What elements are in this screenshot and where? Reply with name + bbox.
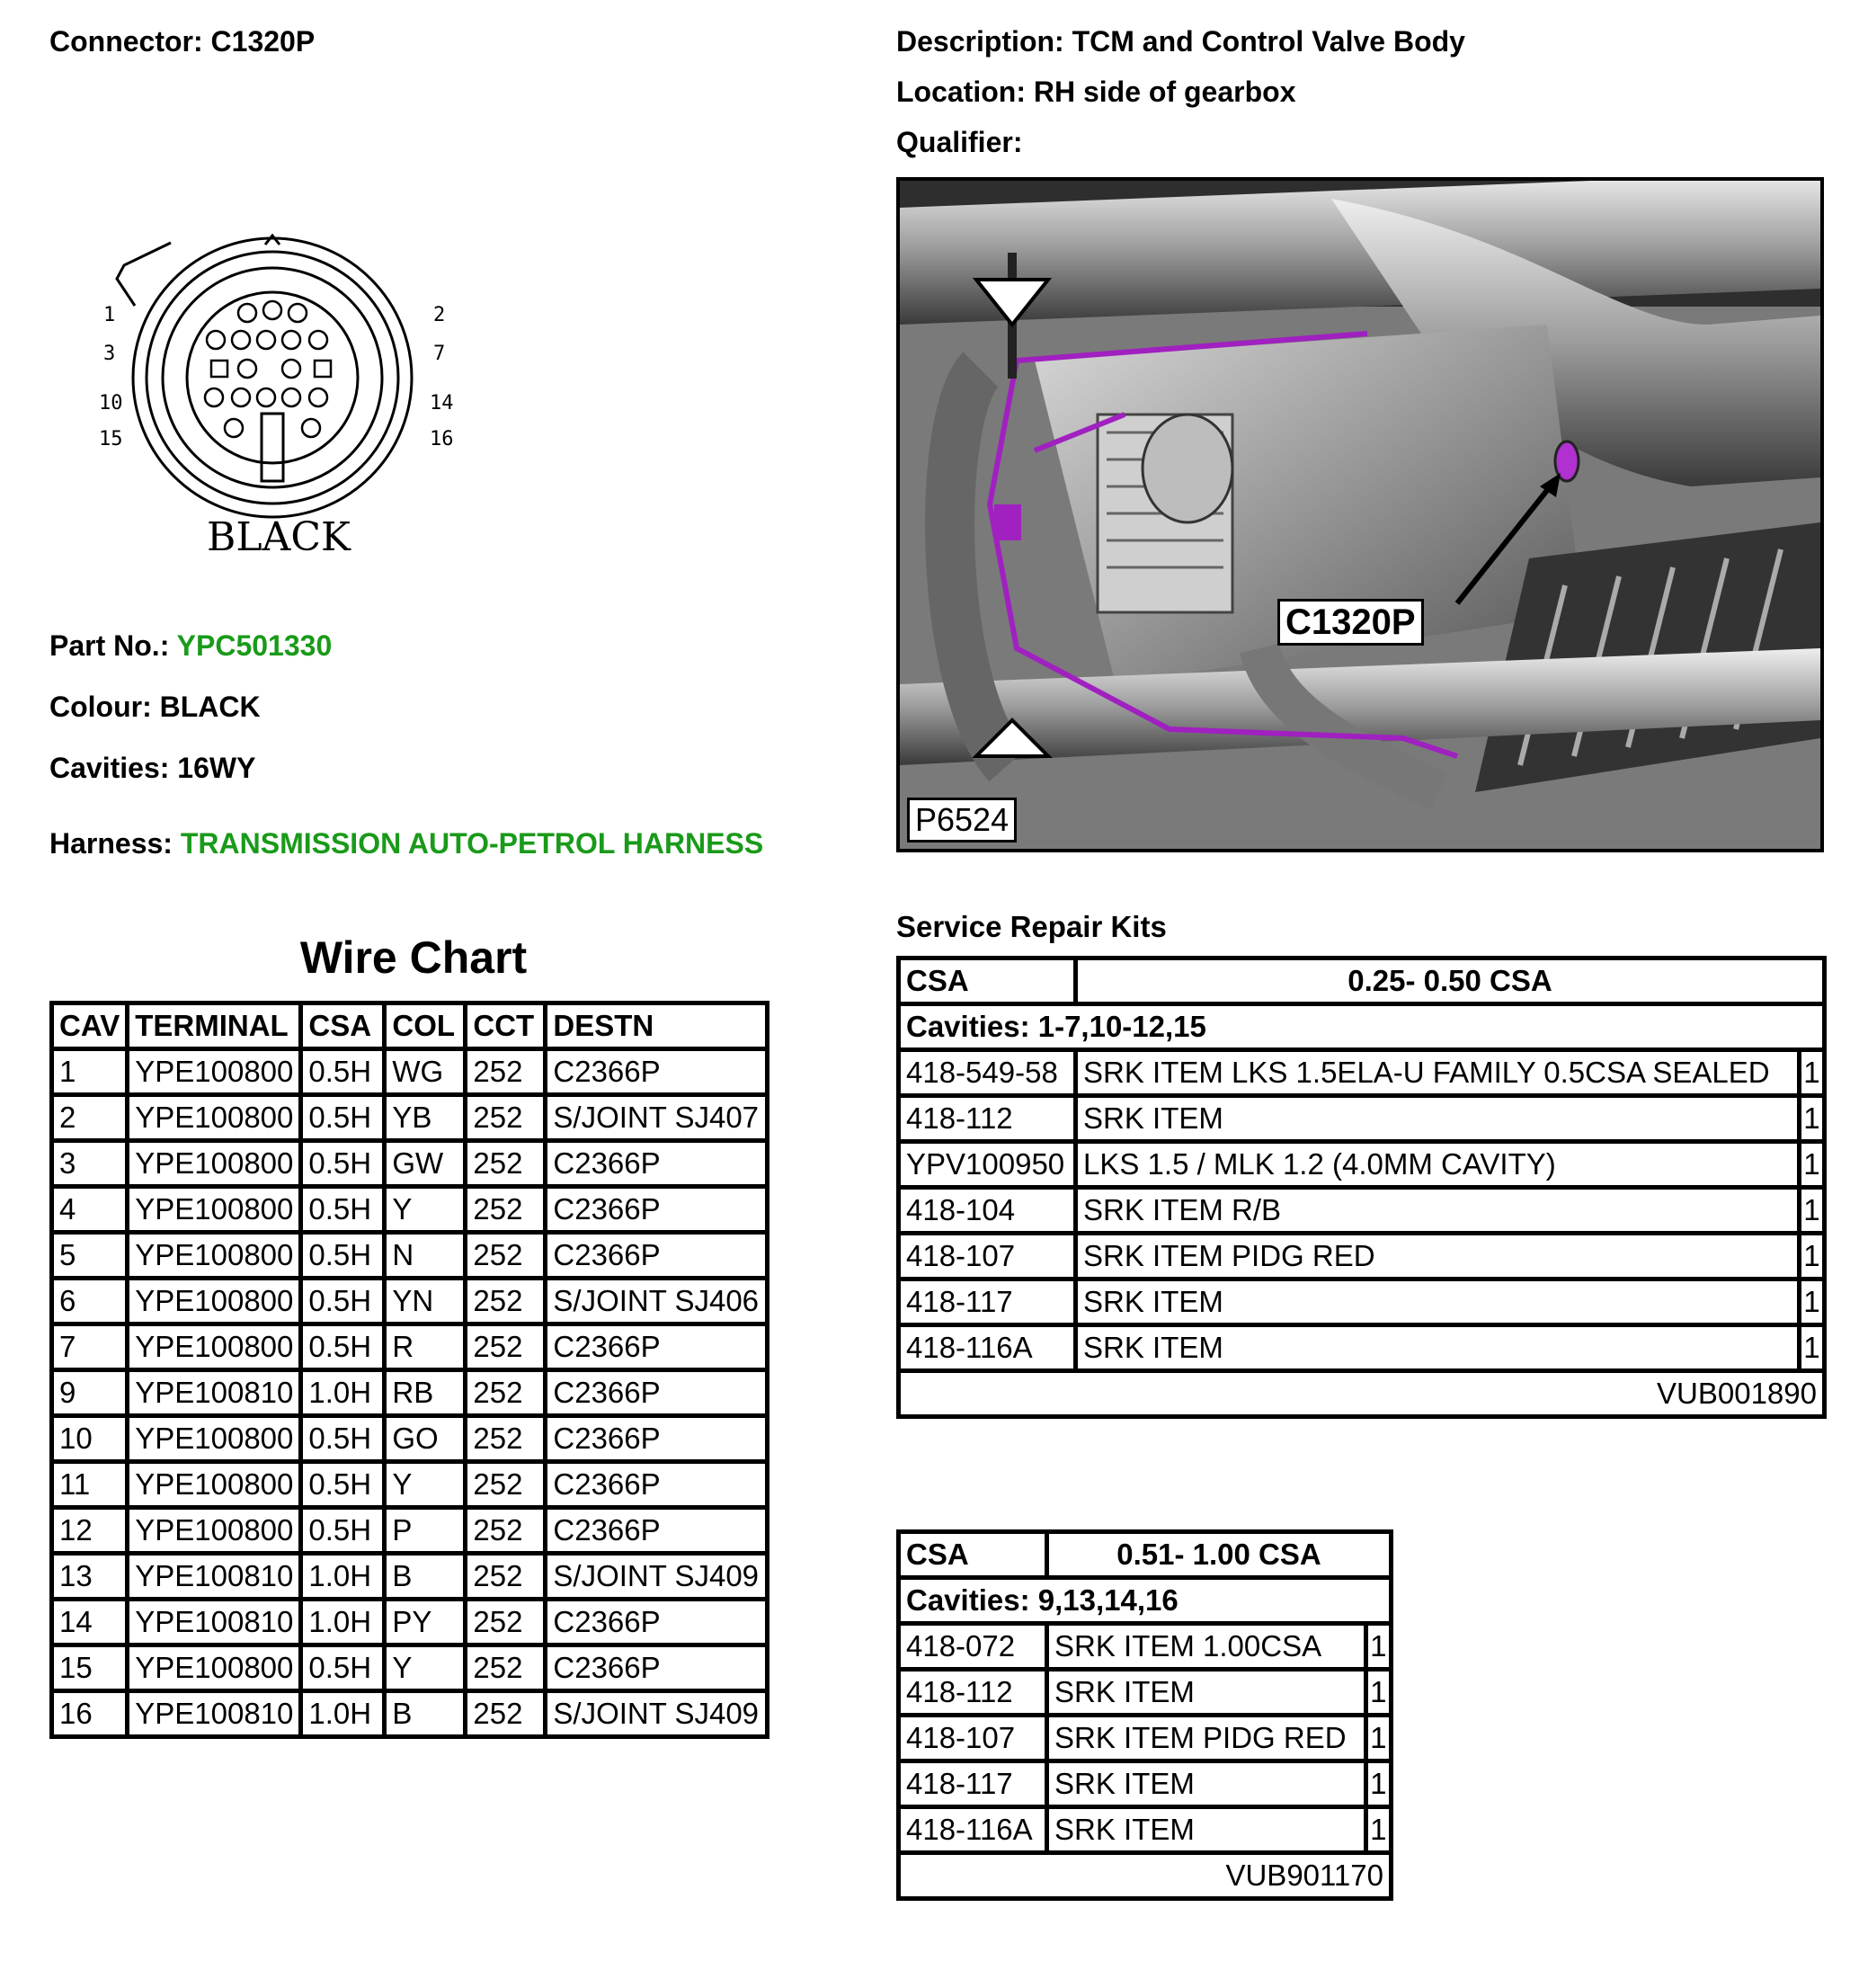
connector-heading (49, 25, 315, 58)
photo-image-id: P6524 (907, 798, 1017, 842)
wire-cell-cct: 252 (466, 1645, 546, 1691)
kit-item-item-description: SRK ITEM (1047, 1761, 1366, 1807)
wire-chart-row (52, 1554, 768, 1600)
kit-item-item-description: SRK ITEM (1047, 1807, 1366, 1853)
qualifier-label: Qualifier: (896, 126, 1023, 158)
kit-item-quantity: 1 (1799, 1050, 1824, 1096)
col-csa: CSA (301, 1003, 385, 1049)
wire-cell-csa: 0.5H (301, 1324, 385, 1370)
wire-cell-col: Y (385, 1645, 466, 1691)
wire-cell-terminal: YPE100810 (128, 1370, 301, 1416)
kit-item-item-description: SRK ITEM LKS 1.5ELA-U FAMILY 0.5CSA SEALED (1076, 1050, 1800, 1096)
kit-item-quantity: 1 (1365, 1670, 1391, 1716)
wire-cell-cav: 2 (52, 1095, 128, 1141)
wire-cell-terminal: YPE100800 (128, 1416, 301, 1462)
wire-cell-terminal: YPE100810 (128, 1554, 301, 1600)
kit-item-part-number: 418-116A (899, 1807, 1047, 1853)
wire-cell-cct: 252 (466, 1462, 546, 1508)
kit-2-csa-range: 0.51- 1.00 CSA (1047, 1532, 1392, 1578)
wire-chart-row (52, 1416, 768, 1462)
wire-cell-destn: C2366P (546, 1141, 768, 1187)
wire-cell-destn: C2366P (546, 1049, 768, 1095)
kit-1-code: VUB001890 (899, 1371, 1825, 1417)
kit-item-quantity: 1 (1365, 1624, 1391, 1670)
wire-cell-destn: C2366P (546, 1324, 768, 1370)
cavities-value: 16WY (177, 752, 256, 784)
wire-cell-cct: 252 (466, 1508, 546, 1554)
kit-item-part-number: 418-072 (899, 1624, 1047, 1670)
wire-cell-cct: 252 (466, 1370, 546, 1416)
wire-cell-destn: S/JOINT SJ407 (546, 1095, 768, 1141)
wire-cell-csa: 1.0H (301, 1600, 385, 1645)
cavities-line (49, 752, 255, 785)
wire-chart-row (52, 1691, 768, 1737)
wire-chart-table (49, 1001, 769, 1739)
part-no-link[interactable]: YPC501330 (176, 629, 333, 662)
wire-cell-csa: 0.5H (301, 1279, 385, 1324)
wire-cell-csa: 0.5H (301, 1645, 385, 1691)
wire-cell-col: Y (385, 1462, 466, 1508)
location-label: Location: (896, 76, 1026, 108)
kit-item-row (899, 1670, 1392, 1716)
wire-chart-row (52, 1233, 768, 1279)
wire-cell-cct: 252 (466, 1187, 546, 1233)
wire-cell-csa: 0.5H (301, 1141, 385, 1187)
kit-1-cavities-row (899, 1004, 1825, 1050)
part-no-line (49, 629, 332, 663)
wire-chart-row (52, 1324, 768, 1370)
wire-cell-terminal: YPE100800 (128, 1141, 301, 1187)
wire-cell-csa: 0.5H (301, 1416, 385, 1462)
kit-item-quantity: 1 (1799, 1096, 1824, 1142)
connector-colour-caption: BLACK (207, 514, 351, 560)
wire-cell-destn: C2366P (546, 1600, 768, 1645)
wire-cell-cct: 252 (466, 1233, 546, 1279)
kit-item-quantity: 1 (1799, 1142, 1824, 1188)
wire-cell-terminal: YPE100800 (128, 1508, 301, 1554)
wire-cell-terminal: YPE100810 (128, 1691, 301, 1737)
wire-cell-terminal: YPE100810 (128, 1600, 301, 1645)
harness-line (49, 827, 763, 860)
wire-cell-col: GW (385, 1141, 466, 1187)
wire-cell-destn: S/JOINT SJ406 (546, 1279, 768, 1324)
harness-link[interactable]: TRANSMISSION AUTO-PETROL HARNESS (180, 827, 764, 860)
wire-cell-cav: 10 (52, 1416, 128, 1462)
col-cct: CCT (466, 1003, 546, 1049)
kit-2-csa-row (899, 1532, 1392, 1578)
wire-cell-csa: 0.5H (301, 1462, 385, 1508)
wire-cell-col: GO (385, 1416, 466, 1462)
kit-item-quantity: 1 (1799, 1234, 1824, 1279)
wire-cell-cav: 12 (52, 1508, 128, 1554)
kit-item-part-number: 418-549-58 (899, 1050, 1076, 1096)
wire-cell-destn: C2366P (546, 1370, 768, 1416)
photo-connector-callout: C1320P (1277, 599, 1424, 646)
wire-cell-csa: 0.5H (301, 1508, 385, 1554)
connector-outer-ring (133, 238, 412, 517)
kit-item-item-description: LKS 1.5 / MLK 1.2 (4.0MM CAVITY) (1076, 1142, 1800, 1188)
kit-1-code-row (899, 1371, 1825, 1417)
wire-cell-destn: C2366P (546, 1462, 768, 1508)
wire-cell-destn: C2366P (546, 1645, 768, 1691)
kit-1-csa-range: 0.25- 0.50 CSA (1076, 958, 1825, 1004)
wire-chart-row (52, 1095, 768, 1141)
wire-chart-row (52, 1462, 768, 1508)
wire-chart-row (52, 1370, 768, 1416)
col-cav: CAV (52, 1003, 128, 1049)
wire-cell-cav: 3 (52, 1141, 128, 1187)
connector-label: Connector: (49, 25, 203, 58)
kit-item-row (899, 1096, 1825, 1142)
kit-item-item-description: SRK ITEM PIDG RED (1047, 1716, 1366, 1761)
kit-item-quantity: 1 (1365, 1761, 1391, 1807)
wire-chart-title: Wire Chart (299, 932, 528, 983)
wire-cell-terminal: YPE100800 (128, 1279, 301, 1324)
connector-cavities (205, 301, 331, 437)
pin-label-15: 15 (99, 428, 123, 450)
repair-kit-table-2 (896, 1529, 1393, 1901)
wire-cell-col: RB (385, 1370, 466, 1416)
pin-label-14: 14 (430, 392, 454, 415)
wire-cell-destn: C2366P (546, 1508, 768, 1554)
col-terminal: TERMINAL (128, 1003, 301, 1049)
wire-cell-terminal: YPE100800 (128, 1645, 301, 1691)
wire-cell-cav: 7 (52, 1324, 128, 1370)
pin-label-7: 7 (433, 343, 446, 365)
wire-cell-cav: 16 (52, 1691, 128, 1737)
kit-item-quantity: 1 (1365, 1807, 1391, 1853)
wire-cell-col: Y (385, 1187, 466, 1233)
kit-2-csa-label: CSA (899, 1532, 1047, 1578)
wire-cell-cct: 252 (466, 1279, 546, 1324)
kit-item-row (899, 1142, 1825, 1188)
gearbox-illustration (900, 181, 1820, 849)
location-line (896, 76, 1295, 109)
kit-1-cavities: Cavities: 1-7,10-12,15 (899, 1004, 1825, 1050)
connector-id: C1320P (210, 25, 316, 58)
wire-cell-csa: 1.0H (301, 1554, 385, 1600)
wire-chart-row (52, 1645, 768, 1691)
wire-cell-cav: 5 (52, 1233, 128, 1279)
wire-cell-cav: 9 (52, 1370, 128, 1416)
kit-item-row (899, 1279, 1825, 1325)
kit-item-quantity: 1 (1799, 1325, 1824, 1371)
wire-cell-destn: C2366P (546, 1416, 768, 1462)
kit-item-row (899, 1761, 1392, 1807)
cavities-label: Cavities: (49, 752, 170, 784)
col-col: COL (385, 1003, 466, 1049)
wire-cell-cct: 252 (466, 1600, 546, 1645)
kit-item-part-number: 418-107 (899, 1716, 1047, 1761)
kit-item-item-description: SRK ITEM (1076, 1096, 1800, 1142)
description-label: Description: (896, 25, 1064, 58)
kit-item-item-description: SRK ITEM (1076, 1325, 1800, 1371)
kit-item-row (899, 1716, 1392, 1761)
wire-cell-cct: 252 (466, 1416, 546, 1462)
wire-cell-col: YB (385, 1095, 466, 1141)
wire-chart-row (52, 1279, 768, 1324)
kit-item-row (899, 1188, 1825, 1234)
wire-cell-csa: 0.5H (301, 1233, 385, 1279)
kit-item-part-number: 418-117 (899, 1761, 1047, 1807)
kit-item-row (899, 1807, 1392, 1853)
kit-item-part-number: 418-116A (899, 1325, 1076, 1371)
description-line (896, 25, 1465, 58)
wire-cell-terminal: YPE100800 (128, 1233, 301, 1279)
kit-item-row (899, 1624, 1392, 1670)
wire-chart-row (52, 1187, 768, 1233)
connector-key-notch (265, 236, 280, 245)
wire-cell-cav: 15 (52, 1645, 128, 1691)
wire-chart-row (52, 1049, 768, 1095)
kit-2-code-row (899, 1853, 1392, 1899)
harness-label: Harness: (49, 827, 173, 860)
kit-1-csa-row (899, 958, 1825, 1004)
kit-item-item-description: SRK ITEM (1076, 1279, 1800, 1325)
kit-item-quantity: 1 (1799, 1279, 1824, 1325)
pin-label-3: 3 (103, 343, 116, 365)
kit-item-item-description: SRK ITEM R/B (1076, 1188, 1800, 1234)
wire-cell-cct: 252 (466, 1554, 546, 1600)
colour-line (49, 691, 261, 724)
wire-cell-terminal: YPE100800 (128, 1049, 301, 1095)
wire-cell-destn: S/JOINT SJ409 (546, 1691, 768, 1737)
wire-cell-cav: 11 (52, 1462, 128, 1508)
kit-item-item-description: SRK ITEM 1.00CSA (1047, 1624, 1366, 1670)
wire-cell-col: R (385, 1324, 466, 1370)
wire-cell-terminal: YPE100800 (128, 1095, 301, 1141)
wire-cell-cct: 252 (466, 1324, 546, 1370)
repair-kit-table-1 (896, 956, 1827, 1419)
description-value: TCM and Control Valve Body (1072, 25, 1465, 58)
kit-item-part-number: 418-117 (899, 1279, 1076, 1325)
pin-label-16: 16 (430, 428, 454, 450)
wire-cell-col: P (385, 1508, 466, 1554)
wire-cell-destn: C2366P (546, 1187, 768, 1233)
wire-cell-csa: 0.5H (301, 1187, 385, 1233)
kit-item-row (899, 1325, 1825, 1371)
pin-label-10: 10 (99, 392, 123, 415)
location-photo (896, 177, 1824, 852)
pin-label-1: 1 (103, 304, 116, 326)
part-no-label: Part No.: (49, 629, 170, 662)
wire-cell-col: B (385, 1554, 466, 1600)
wire-cell-col: B (385, 1691, 466, 1737)
wire-cell-cct: 252 (466, 1691, 546, 1737)
kit-item-row (899, 1050, 1825, 1096)
wire-cell-cav: 1 (52, 1049, 128, 1095)
kit-item-item-description: SRK ITEM (1047, 1670, 1366, 1716)
wire-cell-csa: 0.5H (301, 1095, 385, 1141)
wire-cell-csa: 1.0H (301, 1691, 385, 1737)
wire-cell-cct: 252 (466, 1095, 546, 1141)
connector-latch-tab (117, 243, 171, 306)
kit-item-row (899, 1234, 1825, 1279)
wire-cell-terminal: YPE100800 (128, 1187, 301, 1233)
col-destn: DESTN (546, 1003, 768, 1049)
kit-1-csa-label: CSA (899, 958, 1076, 1004)
colour-label: Colour: (49, 691, 152, 723)
wire-chart-row (52, 1600, 768, 1645)
kit-item-item-description: SRK ITEM PIDG RED (1076, 1234, 1800, 1279)
location-value: RH side of gearbox (1033, 76, 1296, 108)
colour-value: BLACK (159, 691, 261, 723)
connector-key-slot (262, 414, 283, 481)
kit-2-cavities: Cavities: 9,13,14,16 (899, 1578, 1392, 1624)
kit-item-part-number: 418-107 (899, 1234, 1076, 1279)
wire-cell-cav: 4 (52, 1187, 128, 1233)
wire-cell-destn: S/JOINT SJ409 (546, 1554, 768, 1600)
wire-chart-header-row (52, 1003, 768, 1049)
wire-cell-cav: 14 (52, 1600, 128, 1645)
wire-chart-row (52, 1508, 768, 1554)
wire-cell-cct: 252 (466, 1049, 546, 1095)
wire-cell-cav: 13 (52, 1554, 128, 1600)
pin-label-2: 2 (433, 304, 446, 326)
kit-item-part-number: 418-112 (899, 1096, 1076, 1142)
wire-cell-csa: 1.0H (301, 1370, 385, 1416)
wire-cell-col: YN (385, 1279, 466, 1324)
kit-item-part-number: YPV100950 (899, 1142, 1076, 1188)
wire-cell-csa: 0.5H (301, 1049, 385, 1095)
wire-cell-cct: 252 (466, 1141, 546, 1187)
kit-2-cavities-row (899, 1578, 1392, 1624)
wire-cell-terminal: YPE100800 (128, 1324, 301, 1370)
wire-cell-destn: C2366P (546, 1233, 768, 1279)
wire-cell-col: PY (385, 1600, 466, 1645)
wire-cell-terminal: YPE100800 (128, 1462, 301, 1508)
wire-cell-cav: 6 (52, 1279, 128, 1324)
kit-item-part-number: 418-104 (899, 1188, 1076, 1234)
wire-cell-col: WG (385, 1049, 466, 1095)
wire-chart-row (52, 1141, 768, 1187)
wire-cell-col: N (385, 1233, 466, 1279)
kit-item-quantity: 1 (1799, 1188, 1824, 1234)
kit-item-part-number: 418-112 (899, 1670, 1047, 1716)
service-repair-kits-title: Service Repair Kits (896, 910, 1167, 943)
qualifier-line (896, 126, 1022, 159)
kit-item-quantity: 1 (1365, 1716, 1391, 1761)
kit-2-code: VUB901170 (899, 1853, 1392, 1899)
